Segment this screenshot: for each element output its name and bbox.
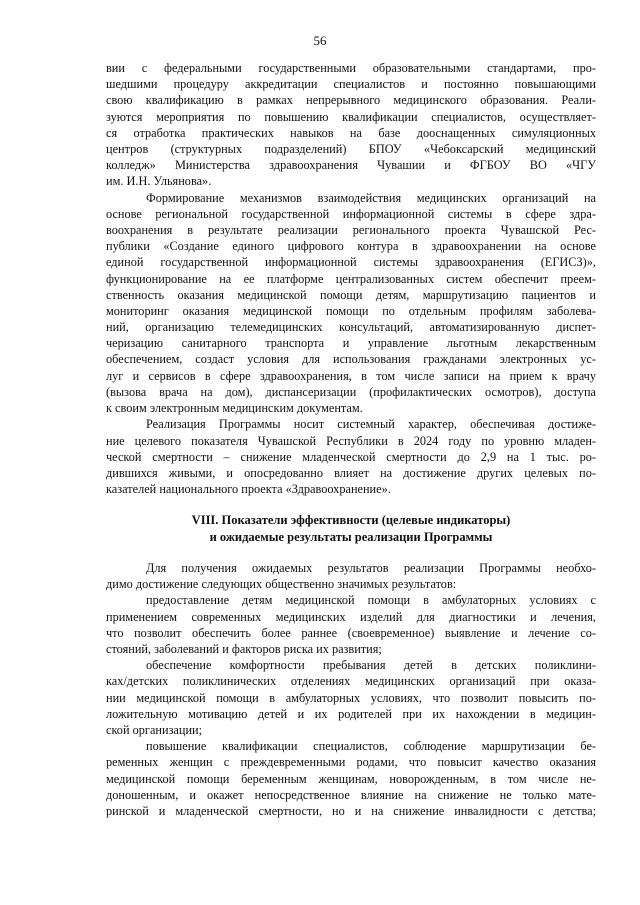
paragraph-digital-contour <box>106 190 596 417</box>
text-line: центров (структурных подразделений) БПОУ «Чебоксарский медицинский <box>106 141 596 156</box>
text-line: вии с федеральными государственными образовательными стандартами, про- <box>106 61 596 75</box>
text-line: свою квалификацию в рамках непрерывного медицинского образования. Реали- <box>106 93 596 108</box>
text-line: Для получения ожидаемых результатов реализации Программы необхо- <box>146 561 596 575</box>
text-line: зуются мероприятия по повышению квалификации специалистов, осуществляет- <box>106 109 596 124</box>
text-line: им. И.Н. Ульянова». <box>106 174 212 189</box>
paragraph-program-implementation <box>106 416 596 497</box>
text-line: ложительную мотивацию детей и их родителей при их нахождении в медицин- <box>106 706 596 721</box>
text-line: димо достижение следующих общественно значимых результатов: <box>106 577 457 592</box>
section-heading-line1: VIII. Показатели эффективности (целевые индикаторы) <box>191 513 511 527</box>
text-line: единой государственной информационной системы здравоохранения (ЕГИСЗ)», <box>106 255 596 270</box>
paragraph-qualification-continued <box>106 60 596 190</box>
text-line: публики «Создание единого цифрового контура в здравоохранении на основе <box>106 239 596 254</box>
paragraph-expected-results-intro <box>106 560 596 592</box>
text-line: ственность оказания медицинской помощи детям, маршрутизацию пациентов и <box>106 287 596 302</box>
text-line: повышение квалификации специалистов, соблюдение маршрутизации бе- <box>146 739 596 754</box>
text-line: ринской и младенческой смертности, но и на снижение инвалидности с детства; <box>106 803 596 818</box>
text-line: воохранения в результате реализации регионального проекта Чувашской Рес- <box>106 222 596 237</box>
text-line: ках/детских поликлинических отделениях медицинских организаций при оказа- <box>106 674 596 689</box>
page-number: 56 <box>313 33 327 48</box>
text-line: ся отработка практических навыков на базе дооснащенных симуляционных <box>106 125 596 140</box>
paragraph-result-qualification <box>106 738 596 819</box>
text-line: что позволит обеспечить более раннее (своевременное) выявление и лечение со- <box>106 625 596 640</box>
section-heading-line2: и ожидаемые результаты реализации Программы <box>209 529 493 544</box>
text-line: к своим электронным медицинским документам. <box>106 401 363 416</box>
text-line: стояний, заболеваний и факторов риска их развития; <box>106 641 382 656</box>
text-line: медицинской помощи беременным женщинам, новорожденным, в том числе не- <box>106 771 596 786</box>
text-line: (вызова врача на дом), диспансеризации (профилактических осмотров), доступа <box>106 384 596 399</box>
text-line: дившихся живыми, и опосредованно влияет на достижение других целевых по- <box>106 465 596 480</box>
section-heading <box>106 512 596 545</box>
text-line: шедшими процедуру аккредитации специалистов и постоянно повышающими <box>106 77 596 92</box>
text-line: колледж» Министерства здравоохранения Чувашии и ФГБОУ ВО «ЧГУ <box>106 158 596 173</box>
paragraph-result-ambulatory-care <box>106 592 596 657</box>
text-line: обеспечением, создаст условия для использования гражданами электронных ус- <box>106 352 596 367</box>
text-line: предоставление детям медицинской помощи в амбулаторных условиях с <box>146 593 596 608</box>
paragraph-result-comfort <box>106 657 596 738</box>
text-line: применением современных медицинских изделий для диагностики и лечения, <box>106 609 596 624</box>
text-line: Реализация Программы носит системный характер, обеспечивая достиже- <box>146 417 596 432</box>
text-line: ской организации; <box>106 722 203 737</box>
text-line: функционирование на ее платформе централизованных систем обеспечит преем- <box>106 271 596 286</box>
text-line: ний, организацию телемедицинских консультаций, автоматизированную диспет- <box>106 320 596 335</box>
text-line: Формирование механизмов взаимодействия медицинских организаций на <box>146 190 596 205</box>
text-line: казателей национального проекта «Здравоохранение». <box>106 482 391 497</box>
text-line: ременных женщин с преждевременными родами, что повысит качество оказания <box>106 755 596 770</box>
text-line: луг и сервисов в сфере здравоохранения, в том числе записи на прием к врачу <box>106 368 596 383</box>
text-line: доношенным, и окажет непосредственное влияние на снижение не только мате- <box>106 787 596 802</box>
text-line: основе региональной государственной информационной системы в сфере здра- <box>106 206 596 221</box>
text-line: нии медицинской помощи в амбулаторных условиях, что позволит повысить по- <box>106 690 596 705</box>
text-line: мониторинг оказания медицинской помощи по отдельным профилям заболева- <box>106 303 596 318</box>
text-line: обеспечение комфортности пребывания детей в детских поликлини- <box>146 658 596 673</box>
text-line: ческой смертности – снижение младенческой смертности до 2,9 на 1 тыс. ро- <box>106 449 596 464</box>
text-line: ние целевого показателя Чувашской Республики в 2024 году по уровню младен- <box>106 433 596 448</box>
text-line: черизацию санитарного транспорта и управление льготным лекарственным <box>106 336 596 351</box>
